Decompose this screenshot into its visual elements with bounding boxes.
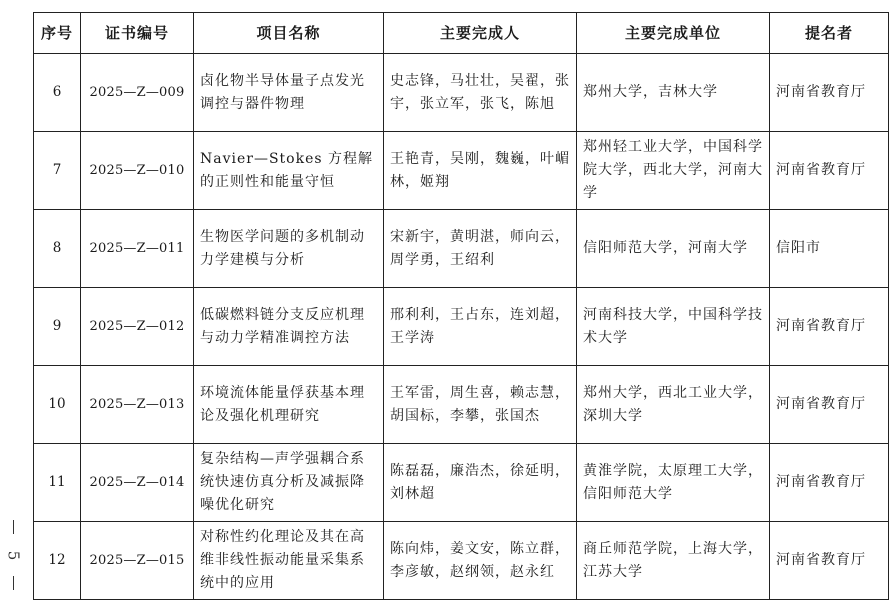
row-people: 陈向炜，姜文安，陈立群，李彦敏，赵纲领，赵永红 [384,522,577,600]
row-project: 低碳燃料链分支反应机理与动力学精准调控方法 [194,288,384,366]
row-units: 郑州轻工业大学，中国科学院大学，西北大学，河南大学 [577,132,770,210]
table-row [34,522,889,600]
row-nominator: 河南省教育厅 [770,366,889,444]
row-people: 宋新宇，黄明湛，师向云，周学勇，王绍利 [384,210,577,288]
table-row [34,54,889,132]
row-project: 卤化物半导体量子点发光调控与器件物理 [194,54,384,132]
row-num: 10 [34,366,81,444]
row-people: 陈磊磊，廉浩杰，徐延明，刘林超 [384,444,577,522]
table-row [34,210,889,288]
header-units: 主要完成单位 [577,13,770,54]
table-row [34,288,889,366]
row-project: 对称性约化理论及其在高维非线性振动能量采集系统中的应用 [194,522,384,600]
header-people: 主要完成人 [384,13,577,54]
row-people: 史志锋，马壮壮，吴翟，张宇，张立军，张飞，陈旭 [384,54,577,132]
page-dash-bottom [13,576,14,590]
row-num: 11 [34,444,81,522]
row-cert: 2025—Z—015 [81,522,194,600]
page-dash-top [13,520,14,534]
header-row [34,13,889,54]
row-cert: 2025—Z—013 [81,366,194,444]
row-project: 复杂结构—声学强耦合系统快速仿真分析及减振降噪优化研究 [194,444,384,522]
awards-table [33,12,889,600]
row-units: 黄淮学院，太原理工大学，信阳师范大学 [577,444,770,522]
row-people: 王军雷，周生喜，赖志慧，胡国标，李攀，张国杰 [384,366,577,444]
header-num: 序号 [34,13,81,54]
row-nominator: 信阳市 [770,210,889,288]
row-nominator: 河南省教育厅 [770,444,889,522]
row-units: 河南科技大学，中国科学技术大学 [577,288,770,366]
row-num: 9 [34,288,81,366]
row-num: 12 [34,522,81,600]
row-cert: 2025—Z—009 [81,54,194,132]
table-row [34,132,889,210]
row-cert: 2025—Z—010 [81,132,194,210]
row-people: 王艳青，吴刚，魏巍，叶嵋林，姬翔 [384,132,577,210]
row-nominator: 河南省教育厅 [770,522,889,600]
row-units: 商丘师范学院，上海大学，江苏大学 [577,522,770,600]
row-nominator: 河南省教育厅 [770,288,889,366]
row-cert: 2025—Z—011 [81,210,194,288]
row-people: 邢利利，王占东，连刘超，王学涛 [384,288,577,366]
row-project: 生物医学问题的多机制动力学建模与分析 [194,210,384,288]
row-num: 6 [34,54,81,132]
row-project: Navier—Stokes 方程解的正则性和能量守恒 [194,132,384,210]
row-nominator: 河南省教育厅 [770,132,889,210]
page-number-marker [3,520,23,590]
table-row [34,444,889,522]
row-nominator: 河南省教育厅 [770,54,889,132]
header-nominator: 提名者 [770,13,889,54]
header-cert: 证书编号 [81,13,194,54]
header-project: 项目名称 [194,13,384,54]
page-number: 5 [4,550,23,560]
row-num: 7 [34,132,81,210]
row-project: 环境流体能量俘获基本理论及强化机理研究 [194,366,384,444]
row-num: 8 [34,210,81,288]
row-units: 信阳师范大学，河南大学 [577,210,770,288]
row-units: 郑州大学，吉林大学 [577,54,770,132]
row-cert: 2025—Z—014 [81,444,194,522]
table-row [34,366,889,444]
row-units: 郑州大学，西北工业大学，深圳大学 [577,366,770,444]
row-cert: 2025—Z—012 [81,288,194,366]
